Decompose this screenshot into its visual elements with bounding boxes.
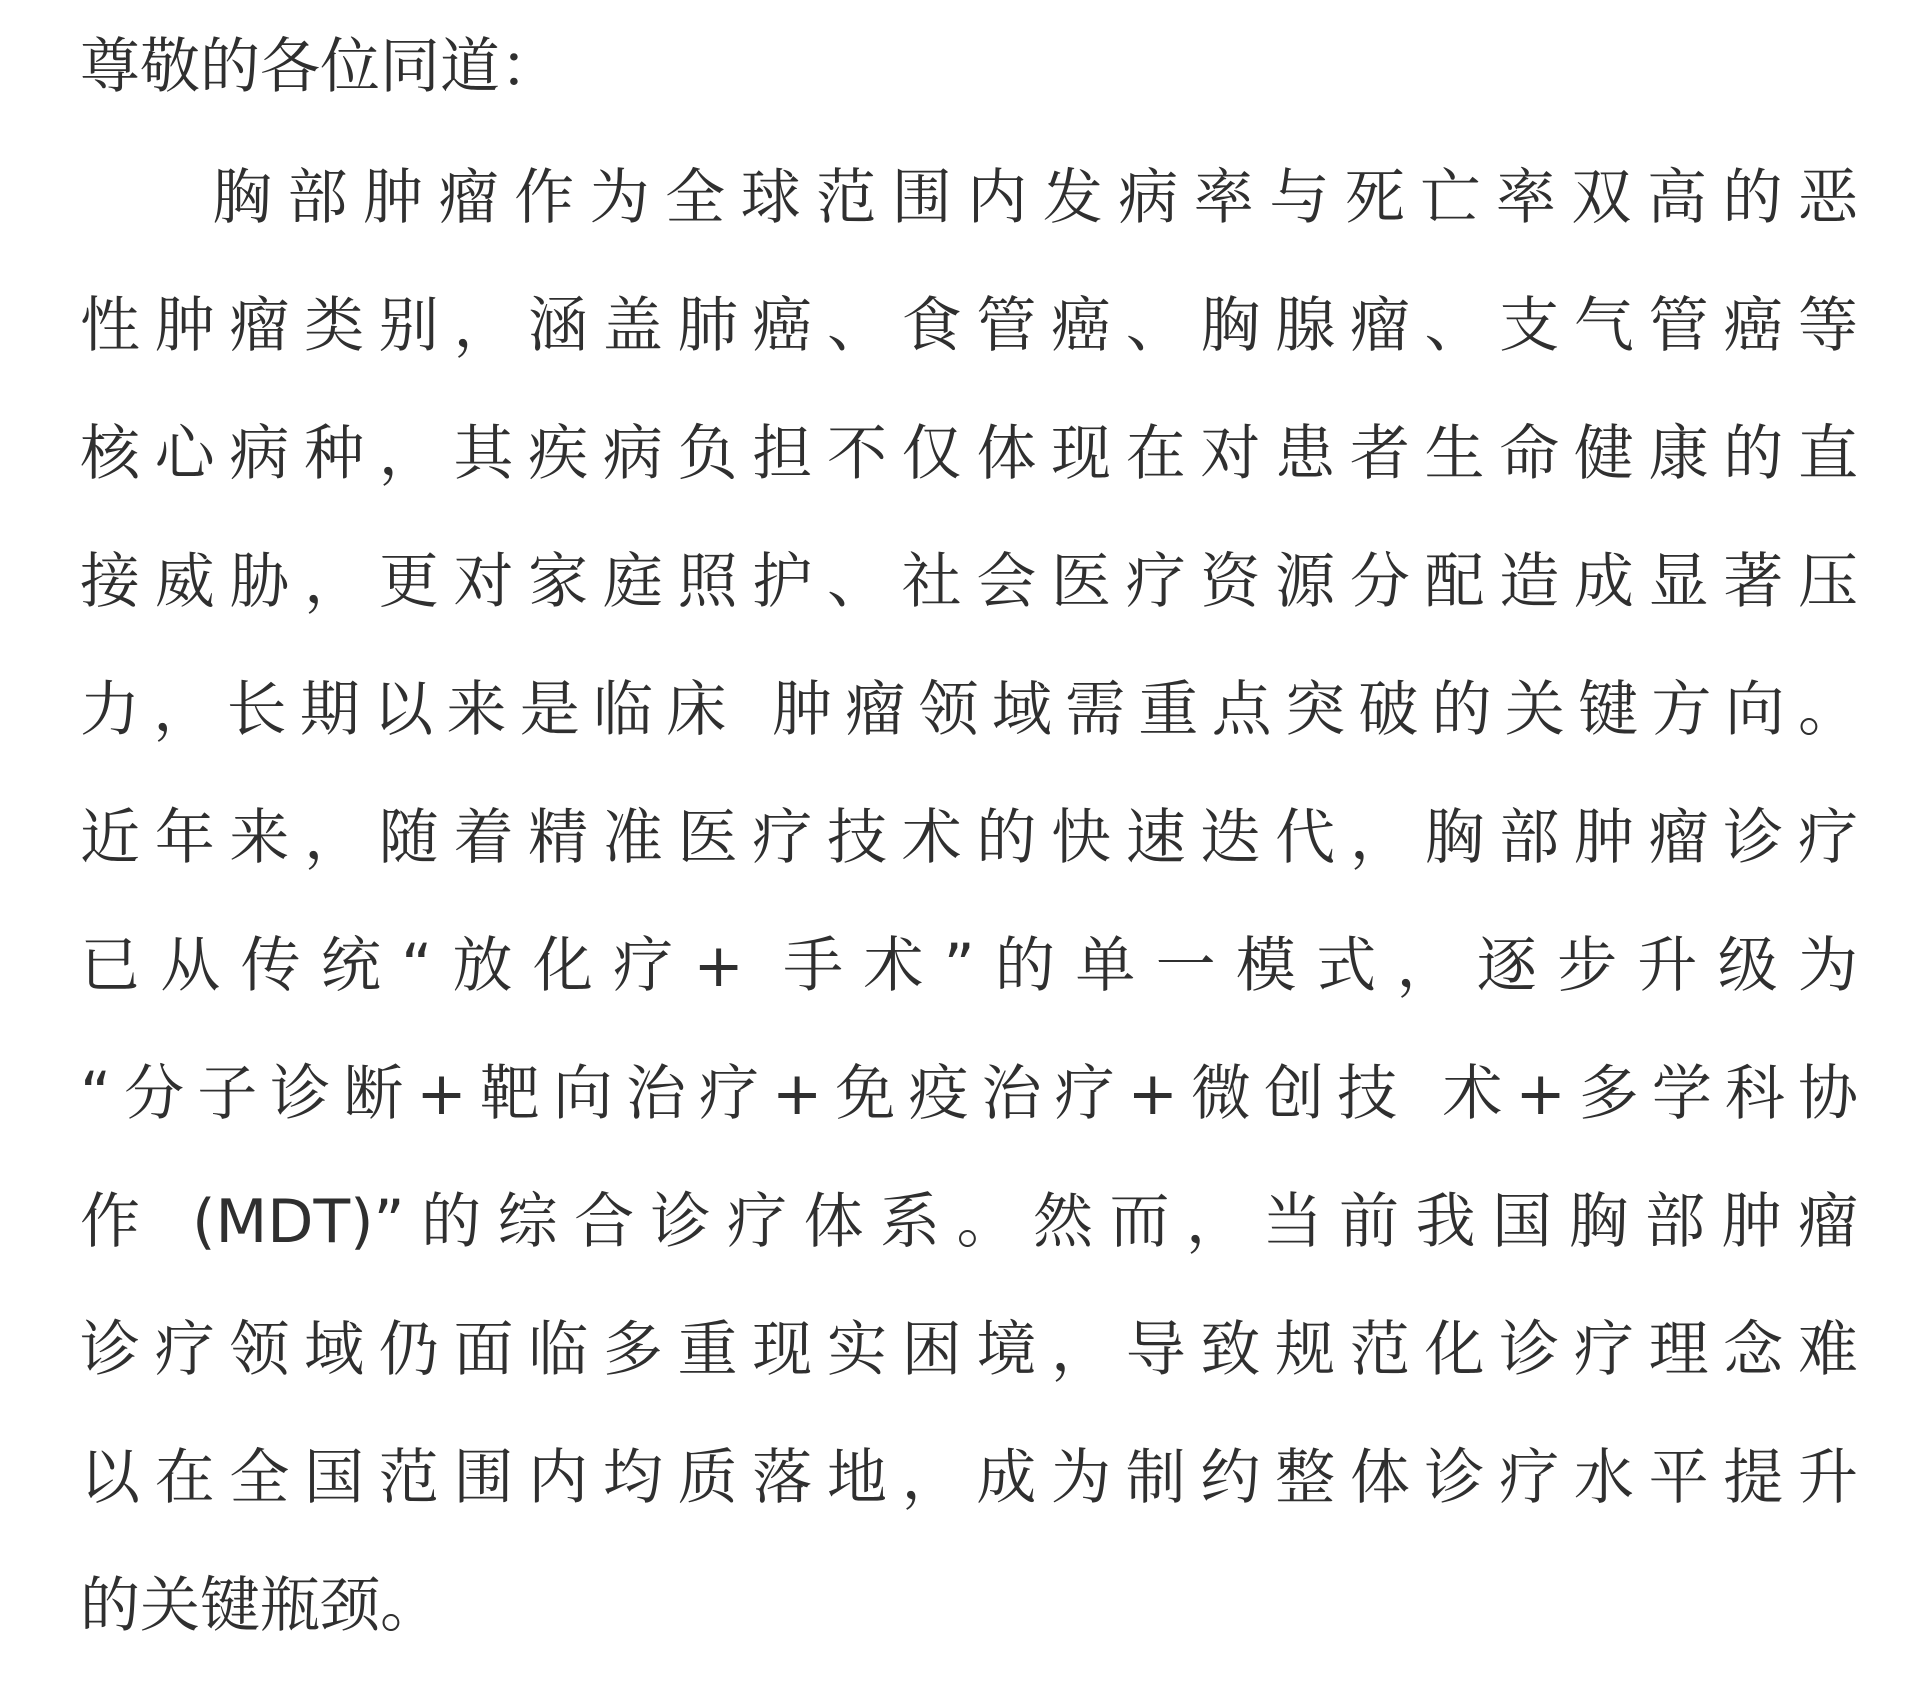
- paragraph-line-1: 胸部肿瘤作为全球范围内发病率与死亡率双高的恶: [212, 163, 1858, 233]
- paragraph-line-6: 近年来，随着精准医疗技术的快速迭代，胸部肿瘤诊疗: [80, 803, 1858, 873]
- paragraph-line-2: 性肿瘤类别，涵盖肺癌、食管癌、胸腺瘤、支气管癌等: [80, 291, 1858, 361]
- paragraph-line-3: 核心病种，其疾病负担不仅体现在对患者生命健康的直: [80, 419, 1858, 489]
- paragraph-line-12: 的关键瓶颈。: [80, 1571, 440, 1641]
- paragraph-line-5: 力，长期以来是临床 肿瘤领域需重点突破的关键方向。: [80, 675, 1858, 745]
- paragraph-line-11: 以在全国范围内均质落地，成为制约整体诊疗水平提升: [80, 1443, 1858, 1513]
- paragraph-line-9: 作 (MDT)”的综合诊疗体系。然而，当前我国胸部肿瘤: [80, 1187, 1858, 1257]
- paragraph-line-7: 已从传统“放化疗+ 手术”的单一模式，逐步升级为: [80, 931, 1858, 1001]
- paragraph-line-4: 接威胁，更对家庭照护、社会医疗资源分配造成显著压: [80, 547, 1858, 617]
- paragraph-line-10: 诊疗领域仍面临多重现实困境，导致规范化诊疗理念难: [80, 1315, 1858, 1385]
- salutation: 尊敬的各位同道：: [80, 32, 560, 102]
- paragraph-line-8: “分子诊断+靶向治疗+免疫治疗+微创技 术+多学科协: [80, 1059, 1858, 1129]
